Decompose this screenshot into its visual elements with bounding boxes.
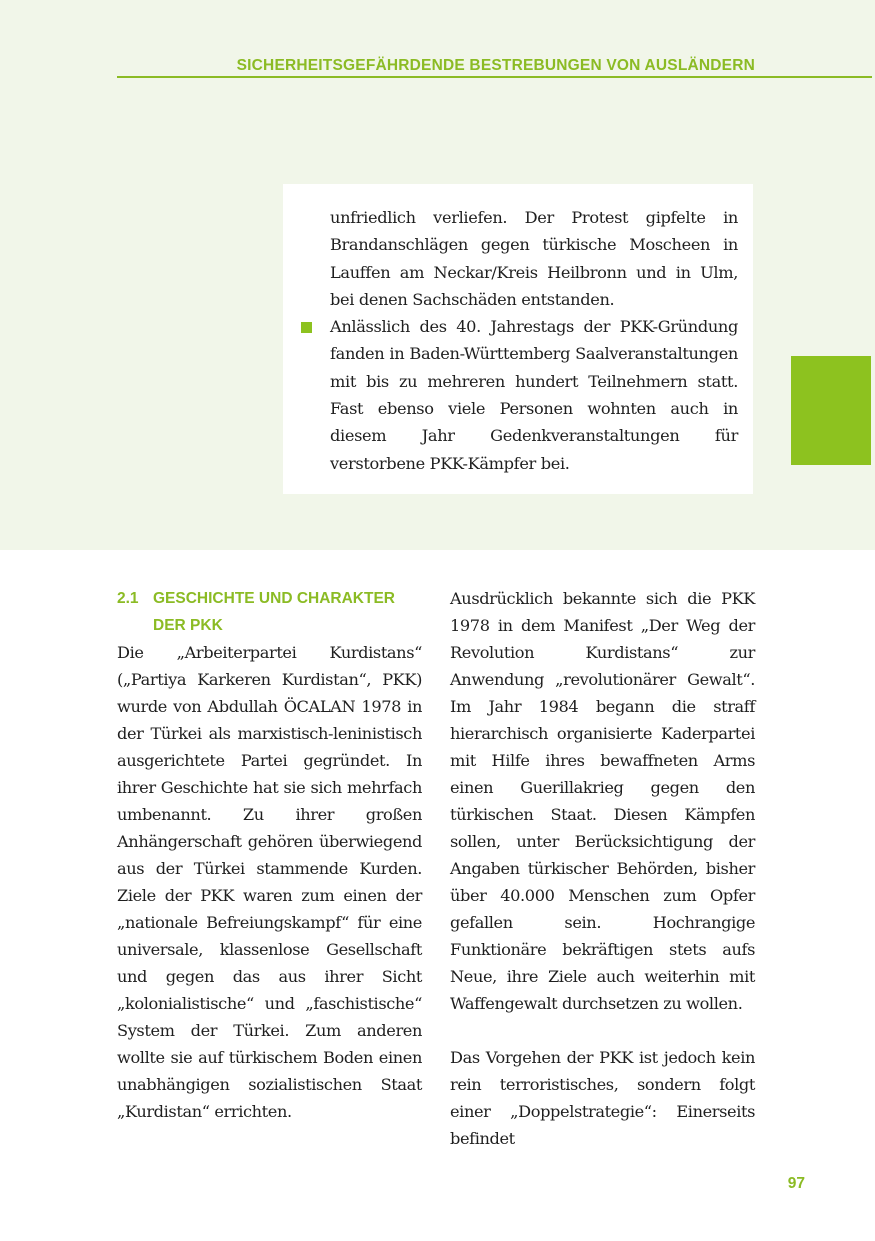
section-number: 2.1: [117, 590, 139, 607]
bullet-square-icon: [301, 322, 312, 333]
page-number: 97: [787, 1175, 805, 1192]
running-header: SICHERHEITSGEFÄHRDENDE BESTREBUNGEN VON AUSLÄNDERN: [236, 57, 755, 74]
bullet-list-item: [330, 313, 738, 477]
info-box-text: [330, 204, 738, 477]
header-rule: [117, 76, 872, 78]
left-column: [117, 585, 422, 1125]
section-title: GESCHICHTE UND CHARAKTER DER PKK: [153, 590, 395, 634]
right-column: [450, 585, 755, 1152]
section-heading: [117, 585, 422, 639]
bullet-text: Anlässlich des 40. Jahrestags der PKK-Gründung fanden in Baden-Württemberg Saalveranstaltungen mit bis zu mehreren hundert Teilnehmern statt. Fast ebenso viele Personen wohnten auch in diesem Jahr Gedenkveranstaltungen für verstorbene PKK-Kämpfer bei.: [330, 317, 738, 473]
info-box-continued-paragraph: unfriedlich verliefen. Der Protest gipfelte in Brandanschlägen gegen türkische Moscheen in Lauffen am Neckar/Kreis Heilbronn und in Ulm, bei denen Sachschäden entstanden.: [330, 208, 738, 309]
right-paragraph-1: Ausdrücklich bekannte sich die PKK 1978 in dem Manifest „Der Weg der Revolution Kurdistans“ zur Anwendung „revolutionärer Gewalt“. Im Jahr 1984 begann die straff hierarchisch organisierte Kaderpartei mit Hilfe ihres bewaffneten Arms einen Guerillakrieg gegen den türkischen Staat. Diesen Kämpfen sollen, unter Berücksichtigung der Angaben türkischer Behörden, bisher über 40.000 Menschen zum Opfer gefallen sein. Hochrangige Funktionäre bekräftigen stets aufs Neue, ihre Ziele auch weiterhin mit Waffengewalt durchsetzen zu wollen.: [450, 589, 755, 1013]
right-paragraph-2: Das Vorgehen der PKK ist jedoch kein rein terroristisches, sondern folgt einer „Doppelstrategie“: Einerseits befindet: [450, 1048, 755, 1148]
left-paragraph: Die „Arbeiterpartei Kurdistans“ („Partiya Karkeren Kurdistan“, PKK) wurde von Abdullah ÖCALAN 1978 in der Türkei als marxistisch-leninistisch ausgerichtete Partei gegründet. In ihrer Geschichte hat sie sich mehrfach umbenannt. Zu ihrer großen Anhängerschaft gehören überwiegend aus der Türkei stammende Kurden. Ziele der PKK waren zum einen der „nationale Befreiungskampf“ für eine universale, klassenlose Gesellschaft und gegen das aus ihrer Sicht „kolonialistische“ und „faschistische“ System der Türkei. Zum anderen wollte sie auf türkischem Boden einen unabhängigen sozialistischen Staat „Kurdistan“ errichten.: [117, 643, 422, 1121]
chapter-tab-marker: [791, 356, 871, 465]
info-box: [283, 184, 753, 494]
